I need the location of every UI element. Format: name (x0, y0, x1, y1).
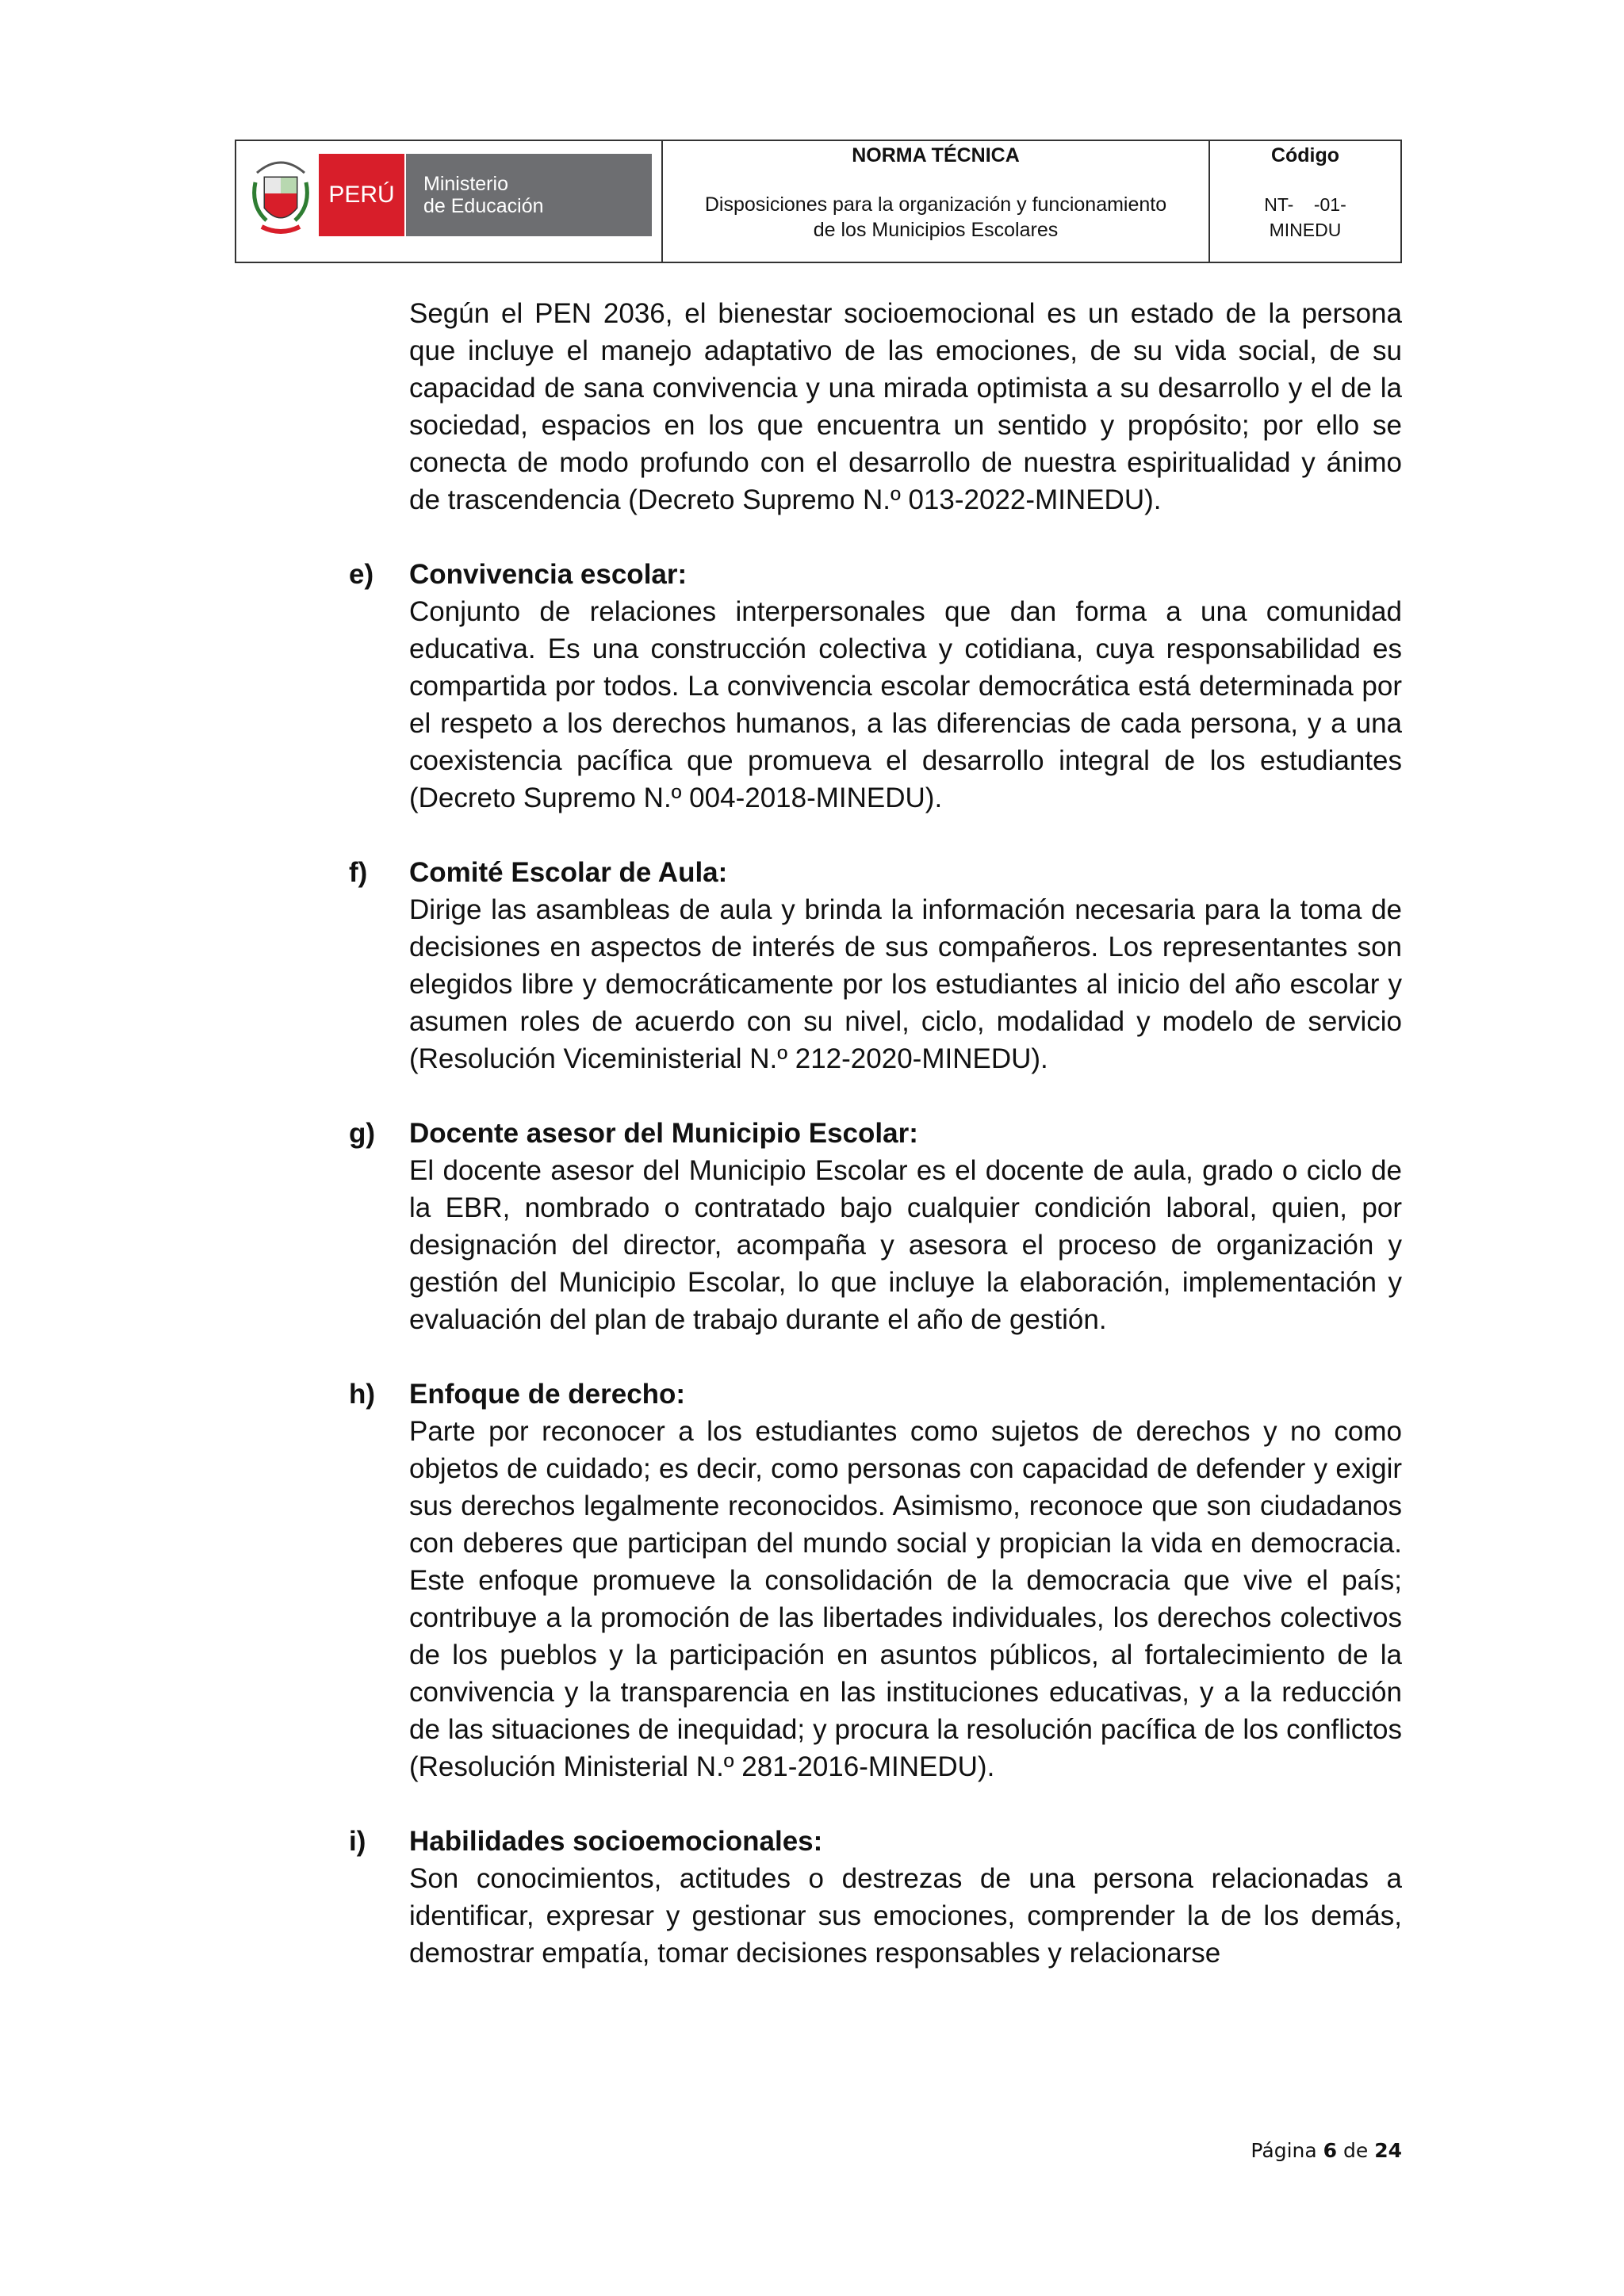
item-text: Son conocimientos, actitudes o destrezas de una persona relacionadas a identificar, expresar y gestionar sus emociones, comprender la de los demás, demostrar empatía, tomar decisiones responsables y relacionarse (409, 1863, 1402, 1969)
item-title: Habilidades socioemocionales: (409, 1826, 823, 1857)
ministry-line-2: de Educación (423, 195, 544, 217)
item-text: Conjunto de relaciones interpersonales que dan forma a una comunidad educativa. Es una construcción colectiva y cotidiana, cuya responsabilidad es compartida por todos. La convivencia escolar democrática está determinada por el respeto a los derechos humanos, a las diferencias de cada persona, y a una coexistencia pacífica que promueva el desarrollo integral de los estudiantes (Decreto Supremo N.º 004-2018-MINEDU). (409, 596, 1402, 813)
definition-item-f (349, 854, 1402, 1077)
total-pages: 24 (1374, 2139, 1402, 2162)
document-body (349, 295, 1402, 1972)
item-letter: i) (349, 1826, 366, 1857)
definition-item-h (349, 1376, 1402, 1785)
document-title (663, 192, 1208, 243)
code-value (1210, 192, 1400, 243)
definition-item-g (349, 1115, 1402, 1338)
current-page: 6 (1323, 2139, 1338, 2162)
item-letter: g) (349, 1118, 376, 1149)
ministry-line-1: Ministerio (423, 173, 508, 195)
item-text: Dirige las asambleas de aula y brinda la información necesaria para la toma de decisiones en aspectos de interés de sus compañeros. Los representantes son elegidos libre y democráticamente por los estudiantes al inicio del año escolar y asumen roles de acuerdo con su nivel, ciclo, modalidad y modelo de servicio (Resolución Viceministerial N.º 212-2020-MINEDU). (409, 894, 1402, 1074)
norma-tecnica-label: NORMA TÉCNICA (852, 144, 1020, 166)
item-title: Docente asesor del Municipio Escolar: (409, 1118, 918, 1149)
peru-brand-box (319, 154, 404, 236)
document-title-line-2: de los Municipios Escolares (813, 219, 1059, 241)
item-title: Convivencia escolar: (409, 559, 688, 590)
coat-of-arms-icon (247, 149, 314, 241)
code-value-line-2: MINEDU (1269, 220, 1342, 240)
item-title: Comité Escolar de Aula: (409, 857, 728, 888)
item-text: El docente asesor del Municipio Escolar es el docente de aula, grado o ciclo de la EBR, nombrado o contratado bajo cualquier condición laboral, quien, por designación del director, acompaña y asesora el proceso de organización y gestión del Municipio Escolar, lo que incluye la elaboración, implementación y evaluación del plan de trabajo durante el año de gestión. (409, 1155, 1402, 1335)
item-letter: f) (349, 857, 368, 888)
definition-item-i (349, 1823, 1402, 1972)
header-logo-cell (236, 141, 663, 262)
document-title-line-1: Disposiciones para la organización y funcionamiento (704, 193, 1167, 216)
item-title: Enfoque de derecho: (409, 1379, 686, 1410)
document-header-table (235, 140, 1402, 263)
code-value-line-1: NT- -01- (1264, 194, 1346, 215)
peru-brand-text: PERÚ (328, 182, 395, 208)
intro-paragraph: Según el PEN 2036, el bienestar socioemocional es un estado de la persona que incluye el manejo adaptativo de las emociones, de su vida social, de su capacidad de sana convivencia y una mirada optimista a su desarrollo y el de la sociedad, espacios en los que encuentra un sentido y propósito; por ello se conecta de modo profundo con el desarrollo de nuestra espiritualidad y ánimo de trascendencia (Decreto Supremo N.º 013-2022-MINEDU). (409, 298, 1402, 515)
ministry-name-box (404, 154, 652, 236)
item-letter: e) (349, 559, 374, 590)
page-word: Página (1251, 2139, 1317, 2162)
item-text: Parte por reconocer a los estudiantes como sujetos de derechos y no como objetos de cuidado; es decir, como personas con capacidad de defender y exigir sus derechos legalmente reconocidos. Asimismo, reconoce que son ciudadanos con deberes que participan del mundo social y propician la vida en democracia. Este enfoque promueve la consolidación de la democracia que vive el país; contribuye a la promoción de las libertades individuales, los derechos colectivos de los pueblos y la participación en asuntos públicos, al fortalecimiento de la convivencia y la transparencia en las instituciones educativas, y a la reducción de las situaciones de inequidad; y procura la resolución pacífica de los conflictos (Resolución Ministerial N.º 281-2016-MINEDU). (409, 1416, 1402, 1782)
code-label: Código (1270, 144, 1340, 166)
header-title-cell (663, 141, 1210, 262)
of-word: de (1343, 2139, 1369, 2162)
definition-item-e (349, 556, 1402, 817)
header-code-cell (1210, 141, 1400, 262)
item-letter: h) (349, 1379, 376, 1410)
ministry-logo (247, 149, 652, 241)
page-number-footer (1251, 2139, 1402, 2162)
